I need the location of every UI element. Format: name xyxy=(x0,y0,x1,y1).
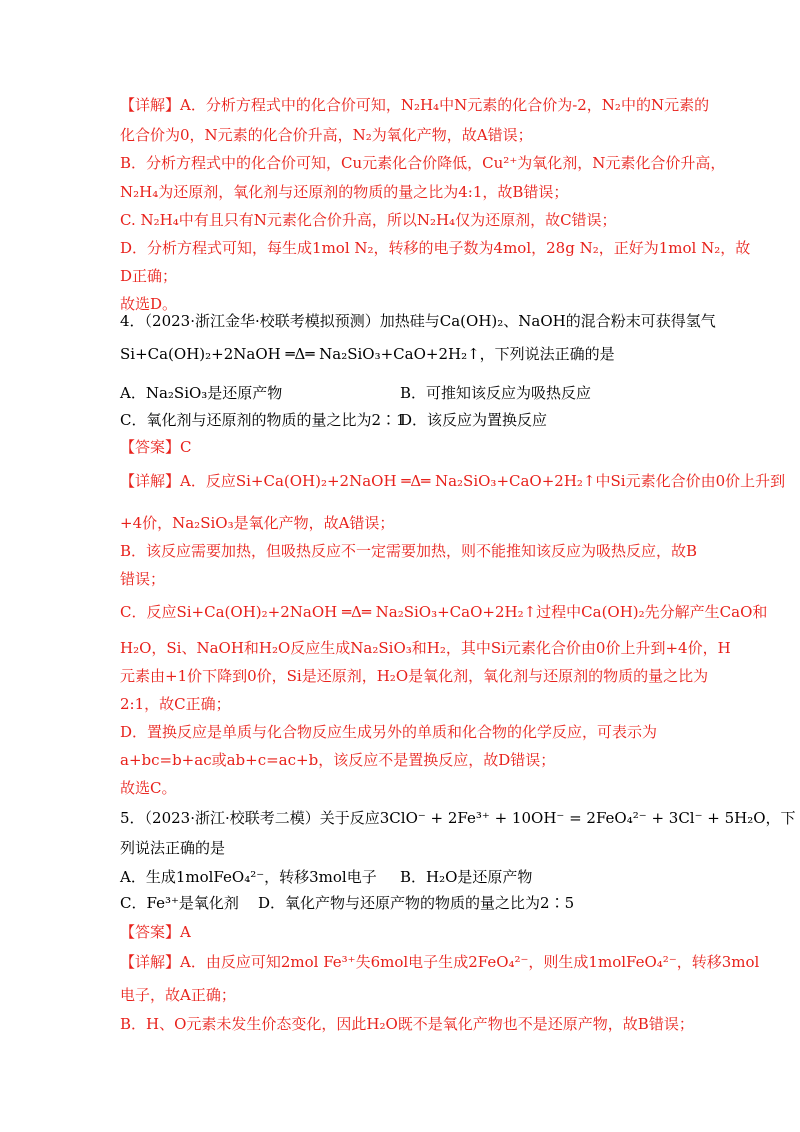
explanation-line: D正确； xyxy=(120,267,178,285)
answer-option: A．Na₂SiO₃是还原产物 xyxy=(120,384,283,402)
explanation-line: 电子，故A正确； xyxy=(120,986,236,1004)
question-line: 5．（2023·浙江·校联考二模）关于反应3ClO⁻ + 2Fe³⁺ + 10OH⁻ = 2FeO₄²⁻ + 3Cl⁻ + 5H₂O，下 xyxy=(120,809,796,827)
explanation-line: 故选C。 xyxy=(120,779,177,797)
question-line: Si+Ca(OH)₂+2NaOH ═Δ═ Na₂SiO₃+CaO+2H₂↑，下列说法正确的是 xyxy=(120,345,615,363)
explanation-line: 元素由+1价下降到0价，Si是还原剂，H₂O是氧化剂，氧化剂与还原剂的物质的量之比为 xyxy=(120,667,709,685)
answer-option: D．氧化产物与还原产物的物质的量之比为2∶5 xyxy=(258,894,575,912)
explanation-line: a+bc=b+ac或ab+c=ac+b，该反应不是置换反应，故D错误； xyxy=(120,751,556,769)
answer-option: C．氧化剂与还原剂的物质的量之比为2∶1 xyxy=(120,411,406,429)
explanation-line: 故选D。 xyxy=(120,295,178,313)
question-line: 4．（2023·浙江金华·校联考模拟预测）加热硅与Ca(OH)₂、NaOH的混合粉末可获得氢气 xyxy=(120,312,716,330)
answer-option: B．H₂O是还原产物 xyxy=(400,868,533,886)
explanation-line: B．H、O元素未发生价态变化，因此H₂O既不是氧化产物也不是还原产物，故B错误； xyxy=(120,1015,694,1033)
explanation-line: C．反应Si+Ca(OH)₂+2NaOH ═Δ═ Na₂SiO₃+CaO+2H₂↑过程中Ca(OH)₂先分解产生CaO和 xyxy=(120,603,768,621)
answer-option: D．该反应为置换反应 xyxy=(400,411,548,429)
explanation-line: 2:1，故C正确； xyxy=(120,695,231,713)
explanation-line: H₂O，Si、NaOH和H₂O反应生成Na₂SiO₃和H₂，其中Si元素化合价由0价上升到+4价，H xyxy=(120,639,731,657)
answer-option: A．生成1molFeO₄²⁻，转移3mol电子 xyxy=(120,868,377,886)
answer-option: C．Fe³⁺是氧化剂 xyxy=(120,894,239,912)
explanation-line: B．分析方程式中的化合价可知，Cu元素化合价降低，Cu²⁺为氧化剂，N元素化合价升高， xyxy=(120,154,726,172)
answer-option: B．可推知该反应为吸热反应 xyxy=(400,384,592,402)
explanation-line: C. N₂H₄中有且只有N元素化合价升高，所以N₂H₄仅为还原剂，故C错误； xyxy=(120,211,617,229)
explanation-line: 【详解】A．反应Si+Ca(OH)₂+2NaOH ═Δ═ Na₂SiO₃+CaO+2H₂↑中Si元素化合价由0价上升到 xyxy=(120,472,786,490)
explanation-line: D．置换反应是单质与化合物反应生成另外的单质和化合物的化学反应，可表示为 xyxy=(120,723,658,741)
explanation-line: 【详解】A．由反应可知2mol Fe³⁺失6mol电子生成2FeO₄²⁻，则生成1molFeO₄²⁻，转移3mol xyxy=(120,953,760,971)
explanation-line: 【答案】A xyxy=(120,923,191,941)
question-line: 列说法正确的是 xyxy=(120,839,226,857)
explanation-line: 化合价为0，N元素的化合价升高，N₂为氧化产物，故A错误； xyxy=(120,126,533,144)
explanation-line: +4价，Na₂SiO₃是氧化产物，故A错误； xyxy=(120,514,395,532)
explanation-line: D．分析方程式可知，每生成1mol N₂，转移的电子数为4mol，28g N₂，正好为1mol N₂，故 xyxy=(120,239,751,257)
explanation-line: 【详解】A．分析方程式中的化合价可知，N₂H₄中N元素的化合价为-2，N₂中的N元素的 xyxy=(120,96,710,114)
explanation-line: N₂H₄为还原剂，氧化剂与还原剂的物质的量之比为4:1，故B错误； xyxy=(120,183,569,201)
explanation-line: 错误； xyxy=(120,570,166,588)
explanation-line: 【答案】C xyxy=(120,438,192,456)
explanation-line: B．该反应需要加热，但吸热反应不一定需要加热，则不能推知该反应为吸热反应，故B xyxy=(120,542,698,560)
